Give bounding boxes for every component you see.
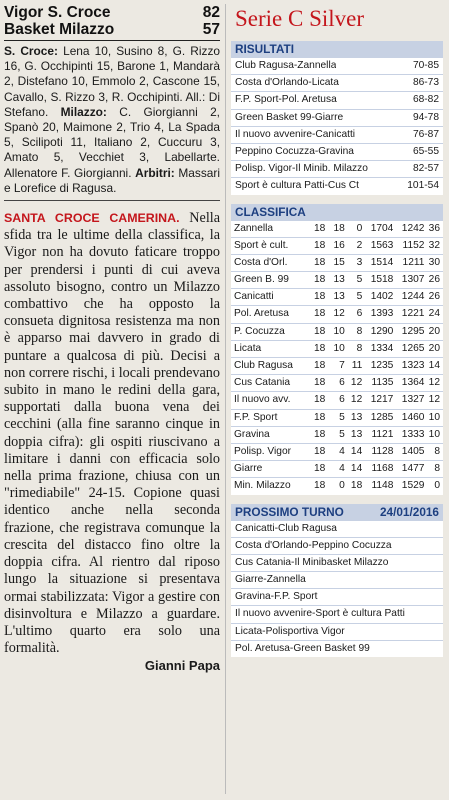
score-home-row — [4, 4, 220, 21]
standings-team: Min. Milazzo — [234, 480, 291, 492]
standings-pa: 1364 — [401, 377, 425, 389]
standings-row — [231, 254, 443, 271]
next-match-row: Pol. Aretusa-Green Basket 99 — [231, 640, 443, 657]
results-header — [231, 41, 443, 57]
standings-w: 12 — [350, 377, 363, 389]
standings-d: 32 — [428, 239, 440, 251]
standings-g: 5 — [339, 428, 345, 440]
standings-pa: 1242 — [401, 222, 425, 234]
result-match: Costa d'Orlando-Licata — [235, 77, 339, 89]
next-match-row: Giarre-Zannella — [231, 571, 443, 588]
standings-d: 26 — [428, 274, 440, 286]
standings-pf: 1285 — [370, 411, 394, 423]
result-row — [231, 143, 443, 160]
standings-g: 4 — [339, 445, 345, 457]
result-match: Polisp. Vigor-Il Minib. Milazzo — [235, 163, 368, 175]
standings-row — [231, 409, 443, 426]
standings-pts: 18 — [314, 222, 326, 234]
results-title: RISULTATI — [235, 42, 294, 56]
standings-pts: 18 — [314, 291, 326, 303]
standings-team: Sport è cult. — [234, 239, 289, 251]
article-body — [4, 210, 220, 657]
standings-row — [231, 391, 443, 408]
standings-row — [231, 271, 443, 288]
standings-w: 11 — [351, 360, 363, 371]
result-row — [231, 177, 443, 194]
next-round-box — [231, 504, 443, 658]
standings-team: Cus Catania — [234, 377, 291, 389]
result-match: Club Ragusa-Zannella — [235, 60, 337, 71]
standings-pf: 1563 — [370, 239, 394, 251]
next-match-row: Cus Catania-Il Minibasket Milazzo — [231, 554, 443, 571]
standings-g: 10 — [333, 342, 345, 354]
standings-row — [231, 305, 443, 322]
standings-row — [231, 220, 443, 237]
standings-w: 14 — [350, 445, 363, 457]
standings-title: CLASSIFICA — [235, 204, 306, 219]
next-round-header — [231, 504, 443, 520]
standings-pa: 1460 — [401, 411, 425, 423]
home-lineup-label: S. Croce: — [4, 44, 58, 58]
result-score: 76-87 — [412, 128, 439, 140]
standings-pa: 1244 — [401, 291, 425, 303]
standings-w: 14 — [350, 463, 363, 475]
standings-row — [231, 426, 443, 443]
standings-pf: 1148 — [371, 480, 394, 492]
article-column — [4, 4, 220, 673]
standings-g: 16 — [333, 239, 345, 251]
standings-pa: 1152 — [402, 239, 425, 251]
standings-g: 15 — [333, 256, 345, 268]
standings-pf: 1402 — [370, 291, 394, 303]
standings-pa: 1221 — [401, 308, 425, 320]
standings-pts: 18 — [314, 445, 326, 457]
standings-w: 8 — [356, 342, 363, 354]
standings-pts: 18 — [314, 239, 326, 251]
next-round-list — [231, 520, 443, 658]
result-row — [231, 57, 443, 74]
result-match: Il nuovo avvenire-Canicatti — [235, 128, 356, 140]
standings-g: 13 — [333, 274, 345, 286]
standings-row — [231, 374, 443, 391]
standings-g: 6 — [339, 377, 345, 389]
standings-pts: 18 — [314, 394, 326, 406]
standings-d: 8 — [434, 445, 440, 457]
standings-team: Giarre — [234, 463, 263, 475]
standings-w: 12 — [350, 394, 363, 406]
standings-pts: 18 — [314, 342, 326, 354]
standings-pf: 1135 — [371, 377, 394, 389]
standings-d: 10 — [428, 428, 440, 440]
standings-pf: 1121 — [371, 428, 394, 440]
standings-d: 20 — [428, 325, 440, 337]
standings-team: Gravina — [234, 428, 270, 440]
article-kicker: SANTA CROCE CAMERINA. — [4, 211, 180, 226]
referees-label: Arbitri: — [135, 165, 175, 180]
standings-g: 18 — [333, 222, 345, 234]
standings-d: 24 — [428, 308, 440, 320]
standings-pa: 1477 — [401, 463, 425, 475]
standings-team: Costa d'Orl. — [234, 256, 288, 268]
standings-g: 0 — [339, 480, 345, 492]
standings-pf: 1514 — [370, 256, 394, 268]
result-row — [231, 109, 443, 126]
standings-w: 8 — [356, 325, 363, 337]
next-match-row: Licata-Polisportiva Vigor — [231, 623, 443, 640]
standings-team: Licata — [234, 342, 262, 354]
result-row — [231, 126, 443, 143]
standings-row — [231, 477, 443, 494]
standings-d: 36 — [428, 222, 440, 234]
standings-pf: 1128 — [371, 445, 394, 457]
standings-g: 7 — [339, 360, 345, 371]
result-score: 65-55 — [412, 145, 439, 157]
standings-w: 13 — [350, 411, 363, 423]
standings-w: 5 — [356, 274, 363, 286]
standings-pts: 18 — [314, 411, 326, 423]
standings-team: Canicatti — [234, 291, 274, 303]
standings-pf: 1518 — [370, 274, 394, 286]
result-match: F.P. Sport-Pol. Aretusa — [235, 94, 337, 106]
result-score: 94-78 — [412, 111, 439, 123]
standings-pts: 18 — [314, 428, 326, 440]
standings-w: 3 — [356, 256, 363, 268]
standings-d: 26 — [428, 291, 440, 303]
standings-pts: 18 — [314, 377, 326, 389]
league-sidebar — [231, 6, 443, 657]
result-row — [231, 91, 443, 108]
standings-row — [231, 323, 443, 340]
result-score: 101-54 — [407, 180, 439, 192]
next-round-title: PROSSIMO TURNO — [235, 504, 344, 519]
standings-g: 13 — [333, 291, 345, 303]
standings-pf: 1168 — [371, 463, 394, 475]
standings-d: 30 — [428, 256, 440, 268]
standings-d: 10 — [428, 411, 440, 423]
standings-pf: 1290 — [370, 325, 394, 337]
standings-pts: 18 — [314, 308, 326, 320]
standings-pf: 1704 — [370, 222, 394, 234]
standings-pa: 1333 — [401, 428, 425, 440]
standings-pf: 1235 — [370, 360, 394, 371]
next-match-row: Canicatti-Club Ragusa — [231, 520, 443, 537]
standings-w: 18 — [350, 480, 363, 492]
home-team-name: Vigor S. Croce — [4, 4, 111, 21]
next-round-date: 24/01/2016 — [379, 504, 439, 519]
result-score: 70-85 — [412, 60, 439, 71]
result-match: Green Basket 99-Giarre — [235, 111, 344, 123]
standings-pts: 18 — [314, 274, 326, 286]
result-match: Peppino Cocuzza-Gravina — [235, 145, 354, 157]
home-team-score: 82 — [202, 4, 220, 21]
standings-w: 5 — [356, 291, 363, 303]
standings-row — [231, 357, 443, 374]
referees: Massari e Lorefice di Ragusa. — [4, 165, 220, 195]
next-match-row: Il nuovo avvenire-Sport è cultura Patti — [231, 605, 443, 622]
result-match: Sport è cultura Patti-Cus Ct — [235, 180, 359, 192]
standings-row — [231, 460, 443, 477]
article-author: Gianni Papa — [144, 658, 220, 674]
away-lineup: C. Giorgianni 2, Spanò 20, Maimone 2, Trio 4, La Spada 5, Scilipoti 11, Italiano 2, Cuccuru 3, Amato 5, Vecchiet 3, Labellarte. Allenatore F. Giorgianni. — [4, 104, 220, 180]
result-score: 86-73 — [412, 77, 439, 89]
standings-pts: 18 — [314, 256, 326, 268]
standings-g: 5 — [339, 411, 345, 423]
article-text: Nella sfida tra le ultime della classifica, la Vigor non ha dovuto faticare troppo per prendersi i punti di cui aveva assoluto bisogno, contro un Milazzo combattivo che ha opposto la consueta dignitosa resistenza ma non è apparso mai davvero in grado di puntare a qualcosa di più. Decisi a non correre rischi, i locali prendevano subito in mano le redini della gara, supportati dalla buona vena dei cecchini (alla fine saranno cinque in doppia cifra): gli ospiti riuscivano a limitare i danni con efficacia solo nella prima frazione, chiusa con un "rimediabile" 24-15. Copione quasi identico anche nella seconda frazione, che registrava comunque la crescita del distacco fino oltre la doppia cifra. Al rientro dal riposo lungo la situazione si presentava ormai stabilizzata: Vigor a gestire con disinvoltura e Milazzo a guardare. L'ultimo quarto era solo una formalità. — [4, 210, 221, 657]
standings-g: 6 — [339, 394, 345, 406]
standings-pf: 1217 — [370, 394, 394, 406]
result-row — [231, 74, 443, 91]
standings-d: 12 — [428, 394, 440, 406]
standings-d: 20 — [428, 342, 440, 354]
standings-d: 12 — [428, 377, 440, 389]
away-team-score: 57 — [202, 21, 220, 38]
standings-team: P. Cocuzza — [234, 325, 285, 337]
standings-row — [231, 443, 443, 460]
result-score: 82-57 — [412, 163, 439, 175]
standings-w: 13 — [350, 428, 363, 440]
standings-row — [231, 340, 443, 357]
results-box — [231, 41, 443, 195]
standings-pa: 1323 — [401, 360, 425, 371]
standings-pa: 1265 — [401, 342, 425, 354]
box-score-text — [4, 44, 220, 196]
results-list — [231, 57, 443, 195]
standings-pa: 1405 — [401, 445, 425, 457]
standings-pts: 18 — [314, 463, 326, 475]
standings-pa: 1327 — [401, 394, 425, 406]
standings-header — [231, 204, 443, 220]
result-row — [231, 160, 443, 177]
result-score: 68-82 — [412, 94, 439, 106]
standings-team: Il nuovo avv. — [234, 394, 291, 406]
standings-list — [231, 220, 443, 495]
standings-row — [231, 288, 443, 305]
standings-pf: 1393 — [370, 308, 394, 320]
standings-pa: 1307 — [401, 274, 425, 286]
standings-g: 4 — [339, 463, 345, 475]
standings-team: Green B. 99 — [234, 274, 289, 286]
standings-row — [231, 237, 443, 254]
away-team-name: Basket Milazzo — [4, 21, 115, 38]
standings-d: 0 — [434, 480, 440, 492]
standings-d: 14 — [428, 360, 440, 371]
standings-pa: 1295 — [401, 325, 425, 337]
away-lineup-label: Milazzo: — [60, 104, 107, 119]
score-divider — [4, 40, 220, 41]
next-match-row: Gravina-F.P. Sport — [231, 588, 443, 605]
standings-pts: 18 — [314, 480, 326, 492]
standings-w: 2 — [356, 239, 363, 251]
standings-g: 10 — [333, 325, 345, 337]
standings-pf: 1334 — [370, 342, 394, 354]
next-match-row: Costa d'Orlando-Peppino Cocuzza — [231, 537, 443, 554]
standings-team: Club Ragusa — [234, 360, 293, 371]
standings-w: 6 — [356, 308, 363, 320]
standings-pts: 18 — [314, 325, 326, 337]
league-title: Serie C Silver — [235, 6, 365, 31]
column-divider — [225, 4, 226, 794]
standings-w: 0 — [356, 222, 363, 234]
standings-pa: 1211 — [402, 256, 425, 268]
standings-team: Pol. Aretusa — [234, 308, 289, 320]
article-divider — [4, 200, 220, 201]
standings-team: Zannella — [234, 222, 274, 234]
score-away-row — [4, 21, 220, 38]
standings-team: Polisp. Vigor — [234, 445, 292, 457]
standings-pts: 18 — [314, 360, 326, 371]
standings-team: F.P. Sport — [234, 411, 278, 423]
standings-d: 8 — [434, 463, 440, 475]
standings-box — [231, 204, 443, 495]
home-lineup: Lena 10, Susino 8, G. Rizzo 16, G. Occhipinti 15, Barone 1, Mandarà 2, Distefano 10, Emmolo 2, Cascone 15, Cavallo, S. Rizzo 3, R. Occhipinti. All.: Di Stefano. — [4, 44, 221, 119]
standings-pa: 1529 — [401, 480, 425, 492]
standings-g: 12 — [333, 308, 345, 320]
